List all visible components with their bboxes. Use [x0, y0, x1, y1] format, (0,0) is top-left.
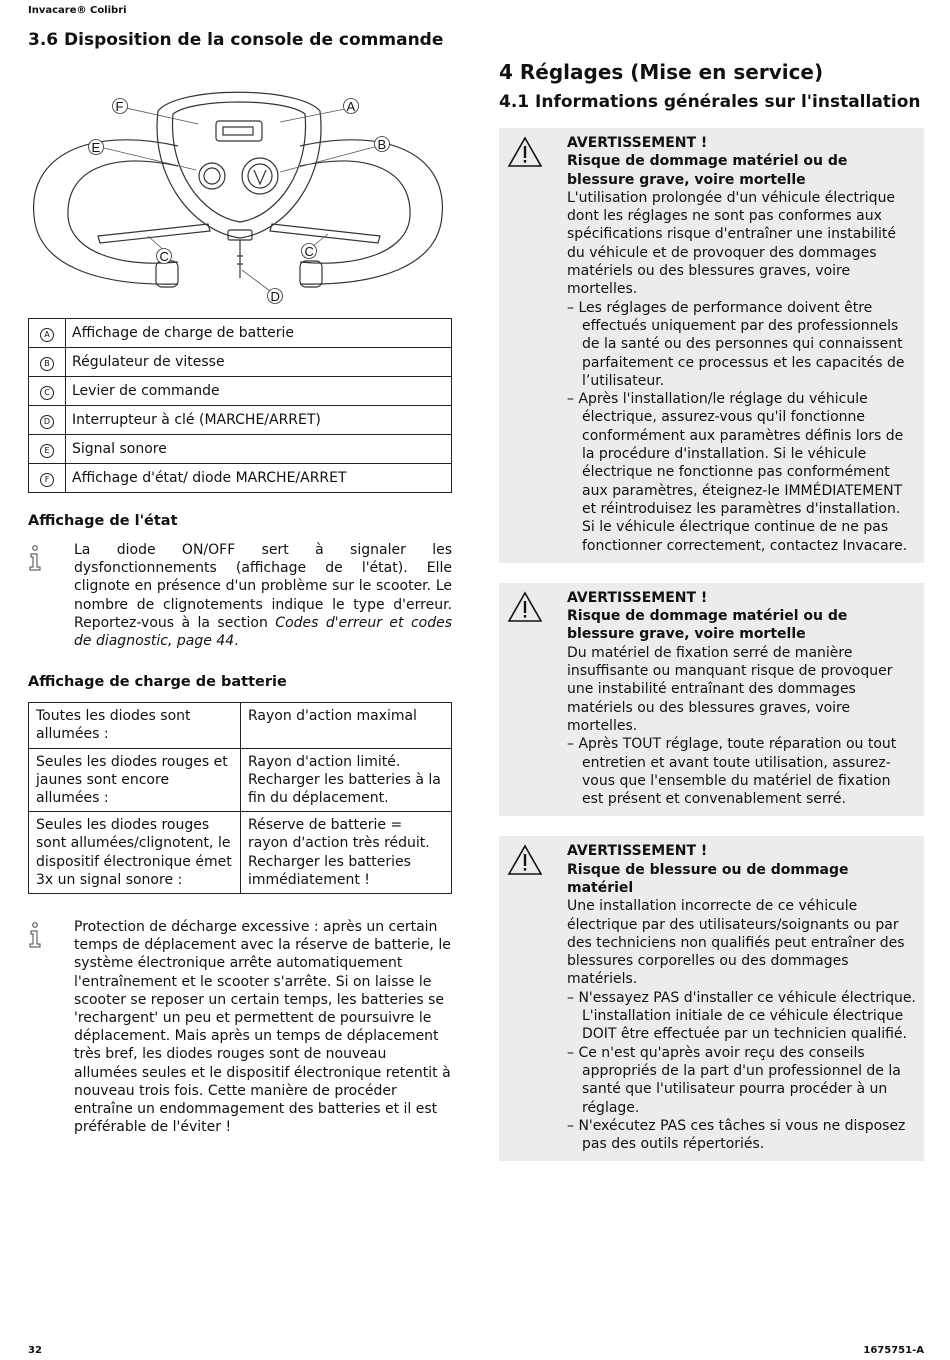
warning-item: – Après TOUT réglage, toute réparation ou tout entretien et avant toute utilisation, assurez-vous que l'ensemble du matériel de fixation est présent et convenablement serré.	[567, 736, 897, 808]
page-number: 32	[28, 1345, 42, 1356]
battery-meaning: Rayon d'action limité. Recharger les batteries à la fin du déplacement.	[241, 748, 452, 812]
legend-row	[29, 435, 452, 464]
left-column	[28, 30, 452, 1154]
console-illustration	[28, 56, 452, 306]
callout-e: E	[91, 140, 101, 155]
console-drawing	[28, 56, 452, 306]
cross-reference-link[interactable]: Codes d'erreur et codes de diagnostic, page 44	[74, 614, 453, 650]
battery-info-note	[28, 918, 452, 1136]
battery-meaning: Rayon d'action maximal	[241, 703, 452, 748]
legend-key: F	[40, 473, 54, 487]
right-column	[499, 60, 924, 1175]
legend-text: Affichage de charge de batterie	[66, 319, 452, 348]
warning-risk: Risque de blessure ou de dommage matériel	[567, 861, 849, 896]
legend-key: A	[40, 328, 54, 342]
legend-text: Régulateur de vitesse	[66, 348, 452, 377]
legend-key: E	[40, 444, 54, 458]
warning-icon	[507, 842, 567, 1153]
warning-box	[499, 836, 924, 1161]
warning-risk: Risque de dommage matériel ou de blessure grave, voire mortelle	[567, 608, 848, 643]
warning-risk: Risque de dommage matériel ou de blessure grave, voire mortelle	[567, 153, 848, 188]
warning-body: L'utilisation prolongée d'un véhicule électrique dont les réglages ne sont pas conformes aux spécifications risque d'entraîner une instabilité du véhicule et de provoquer des dommages matériels ou des blessures graves, voire mortelles.	[567, 189, 897, 298]
battery-state: Seules les diodes rouges et jaunes sont encore allumées :	[29, 748, 241, 812]
legend-row	[29, 464, 452, 493]
callout-d: D	[270, 289, 280, 304]
legend-table	[28, 318, 452, 493]
warning-item: – Après l'installation/le réglage du véhicule électrique, assurez-vous qu'il fonctionne conformément aux paramètres définis lors de la procédure d'installation. Si le véhicule électrique ne fonctionne pas conformément aux paramètres, éteignez-le IMMÉDIATEMENT et réintroduisez les paramètres d'installation. Si le véhicule électrique continue de ne pas fonctionner correctement, contactez Invacare.	[567, 391, 908, 554]
callout-f: F	[115, 99, 124, 114]
callout-b: B	[377, 137, 387, 152]
legend-row	[29, 406, 452, 435]
info-icon	[28, 918, 74, 1136]
warning-icon	[507, 589, 567, 809]
warning-item: – Ce n'est qu'après avoir reçu des conseils appropriés de la part d'un professionnel de la santé que l'utilisateur pourra procéder à un réglage.	[567, 1044, 901, 1116]
etat-info-note	[28, 541, 452, 650]
legend-text: Signal sonore	[66, 435, 452, 464]
battery-meaning: Réserve de batterie = rayon d'action très réduit. Recharger les batteries immédiatement !	[241, 812, 452, 894]
warning-box	[499, 583, 924, 817]
chapter-4-title: 4 Réglages (Mise en service)	[499, 60, 824, 84]
battery-state: Toutes les diodes sont allumées :	[29, 703, 241, 748]
warning-head: AVERTISSEMENT !	[567, 589, 708, 606]
legend-key: D	[40, 415, 54, 429]
info-icon	[28, 541, 74, 650]
legend-text: Levier de commande	[66, 377, 452, 406]
legend-row	[29, 319, 452, 348]
etat-note-text: La diode ON/OFF sert à signaler les dysfonctionnements (affichage de l'état). Elle clignote en présence d'un problème sur le scooter. Le nombre de clignotements indique le type d'erreur. Reportez-vous à la section Codes d'erreur et codes de diagnostic, page 44.	[74, 542, 453, 650]
table-row	[29, 703, 452, 748]
legend-key: C	[40, 386, 54, 400]
warning-item: – N'essayez PAS d'installer ce véhicule électrique. L'installation initiale de ce véhicule électrique DOIT être effectuée par un technicien qualifié.	[567, 989, 916, 1043]
batterie-heading: Affichage de charge de batterie	[28, 674, 287, 691]
callout-c-left: C	[159, 249, 169, 264]
legend-key: B	[40, 357, 54, 371]
warning-box	[499, 128, 924, 563]
warning-body: Du matériel de fixation serré de manière insuffisante ou manquant risque de provoquer une instabilité entraînant des dommages matériels ou des blessures graves, voire mortelles.	[567, 644, 893, 734]
callout-a: A	[346, 99, 356, 114]
warning-item: – N'exécutez PAS ces tâches si vous ne disposez pas des outils répertoriés.	[567, 1117, 906, 1153]
warning-item: – Les réglages de performance doivent être effectués uniquement par des professionnels de la santé ou des personnes qui connaissent parfaitement ce processus et les capacités de l’utilisateur.	[567, 299, 905, 389]
callout-c-right: C	[304, 244, 314, 259]
legend-row	[29, 348, 452, 377]
table-row	[29, 748, 452, 812]
legend-row	[29, 377, 452, 406]
running-header: Invacare® Colibri	[28, 5, 127, 16]
warning-head: AVERTISSEMENT !	[567, 135, 708, 151]
document-number: 1675751-A	[863, 1345, 924, 1356]
section-3-6-title: 3.6 Disposition de la console de commande	[28, 30, 444, 50]
legend-text: Interrupteur à clé (MARCHE/ARRET)	[66, 406, 452, 435]
section-4-1-title: 4.1 Informations générales sur l'installation	[499, 92, 921, 112]
warning-head: AVERTISSEMENT !	[567, 843, 708, 860]
warning-icon	[507, 134, 567, 555]
battery-note-text: Protection de décharge excessive : après un certain temps de déplacement avec la réserve de batterie, le système électronique arrête automatiquement l'entraînement et le scooter s'arrête. Si on laisse le scooter se reposer un certain temps, les batteries se 'rechargent' un peu et permettent de poursuivre le déplacement. Mais après un temps de déplacement très bref, les diodes rouges sont de nouveau allumées seules et le dispositif électronique retentit à nouveau trois fois. Cette manière de procéder entraîne un endommagement des batteries et il est préférable de l'éviter !	[74, 919, 451, 1136]
battery-table	[28, 702, 452, 894]
table-row	[29, 812, 452, 894]
etat-heading: Affichage de l'état	[28, 513, 178, 529]
battery-state: Seules les diodes rouges sont allumées/clignotent, le dispositif électronique émet 3x un signal sonore :	[29, 812, 241, 894]
warning-body: Une installation incorrecte de ce véhicule électrique par des utilisateurs/soignants ou par des techniciens non qualifiés peut entraîner des blessures corporelles ou des dommages matériels.	[567, 898, 905, 988]
legend-text: Affichage d'état/ diode MARCHE/ARRET	[66, 464, 452, 493]
